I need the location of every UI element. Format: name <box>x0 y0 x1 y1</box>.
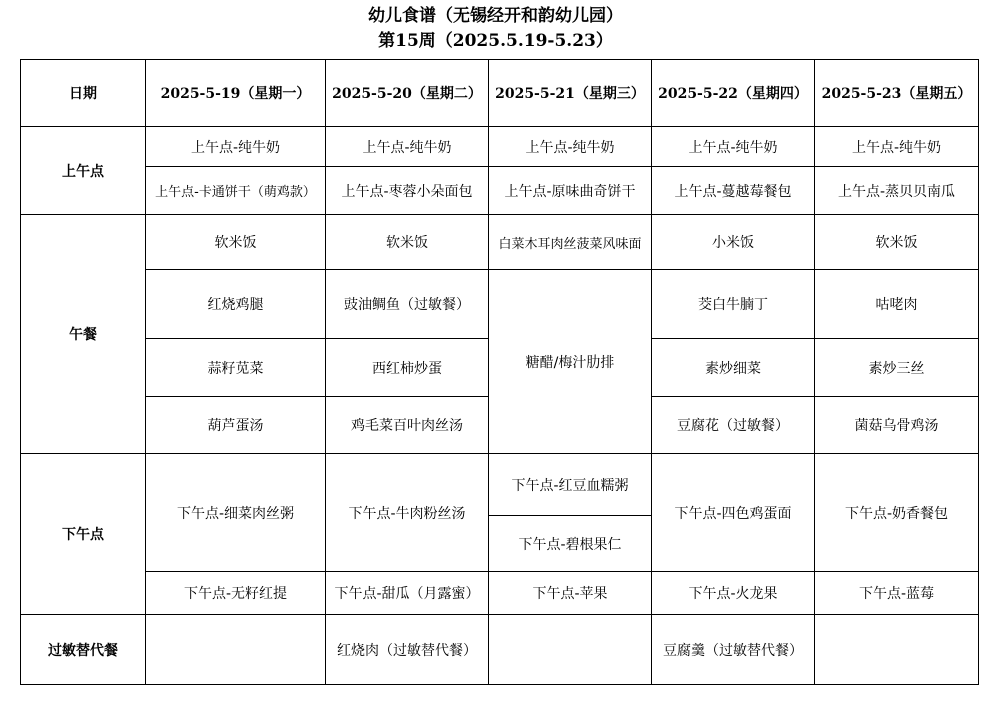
table-cell: 上午点-纯牛奶 <box>815 127 979 167</box>
row-label-allergy: 过敏替代餐 <box>21 615 146 685</box>
table-cell: 软米饭 <box>146 215 326 270</box>
header-date-label: 日期 <box>21 60 146 127</box>
table-row <box>21 615 979 685</box>
menu-table <box>20 59 979 685</box>
table-cell: 白菜木耳肉丝菠菜风味面 <box>489 215 652 270</box>
table-cell: 软米饭 <box>815 215 979 270</box>
table-cell: 上午点-枣蓉小朵面包 <box>326 167 489 215</box>
table-cell: 下午点-甜瓜（月露蜜） <box>326 572 489 615</box>
table-cell: 素炒三丝 <box>815 339 979 397</box>
table-row <box>21 127 979 167</box>
header-day: 2025-5-20（星期二） <box>326 60 489 127</box>
table-cell: 菌菇乌骨鸡汤 <box>815 397 979 454</box>
table-cell: 下午点-苹果 <box>489 572 652 615</box>
header-day: 2025-5-23（星期五） <box>815 60 979 127</box>
header-day: 2025-5-19（星期一） <box>146 60 326 127</box>
table-cell: 下午点-细菜肉丝粥 <box>146 454 326 572</box>
table-cell: 上午点-纯牛奶 <box>326 127 489 167</box>
table-cell: 豆腐花（过敏餐） <box>652 397 815 454</box>
table-cell: 红烧鸡腿 <box>146 270 326 339</box>
table-cell: 下午点-奶香餐包 <box>815 454 979 572</box>
table-cell: 下午点-火龙果 <box>652 572 815 615</box>
header-day: 2025-5-22（星期四） <box>652 60 815 127</box>
table-cell: 红烧肉（过敏替代餐） <box>326 615 489 685</box>
table-row <box>21 167 979 215</box>
table-row <box>21 270 979 339</box>
table-cell: 上午点-纯牛奶 <box>146 127 326 167</box>
table-cell <box>489 615 652 685</box>
row-label-morning-snack: 上午点 <box>21 127 146 215</box>
table-row <box>21 454 979 516</box>
table-cell: 咕咾肉 <box>815 270 979 339</box>
table-cell: 上午点-纯牛奶 <box>489 127 652 167</box>
page-subtitle: 第15周（2025.5.19-5.23） <box>378 31 613 51</box>
table-cell: 葫芦蛋汤 <box>146 397 326 454</box>
row-label-lunch: 午餐 <box>21 215 146 454</box>
table-cell: 上午点-原味曲奇饼干 <box>489 167 652 215</box>
table-cell: 豉油鲷鱼（过敏餐） <box>326 270 489 339</box>
table-cell: 上午点-纯牛奶 <box>652 127 815 167</box>
page-title: 幼儿食谱（无锡经开和韵幼儿园） <box>368 6 623 26</box>
table-cell: 糖醋/梅汁肋排 <box>489 270 652 454</box>
table-cell: 下午点-碧根果仁 <box>489 516 652 572</box>
row-label-afternoon-snack: 下午点 <box>21 454 146 615</box>
header-row <box>21 60 979 127</box>
table-cell: 鸡毛菜百叶肉丝汤 <box>326 397 489 454</box>
table-cell: 上午点-卡通饼干（萌鸡款） <box>146 167 326 215</box>
table-cell: 下午点-蓝莓 <box>815 572 979 615</box>
header-day: 2025-5-21（星期三） <box>489 60 652 127</box>
table-cell: 茭白牛腩丁 <box>652 270 815 339</box>
table-cell: 小米饭 <box>652 215 815 270</box>
table-cell: 蒜籽苋菜 <box>146 339 326 397</box>
table-cell: 下午点-无籽红提 <box>146 572 326 615</box>
table-row <box>21 215 979 270</box>
table-cell: 上午点-蒸贝贝南瓜 <box>815 167 979 215</box>
table-cell: 下午点-红豆血糯粥 <box>489 454 652 516</box>
table-cell: 软米饭 <box>326 215 489 270</box>
table-cell: 豆腐羹（过敏替代餐） <box>652 615 815 685</box>
table-cell <box>146 615 326 685</box>
table-cell: 下午点-四色鸡蛋面 <box>652 454 815 572</box>
table-cell <box>815 615 979 685</box>
table-cell: 上午点-蔓越莓餐包 <box>652 167 815 215</box>
table-cell: 下午点-牛肉粉丝汤 <box>326 454 489 572</box>
table-cell: 素炒细菜 <box>652 339 815 397</box>
table-cell: 西红柿炒蛋 <box>326 339 489 397</box>
table-row <box>21 572 979 615</box>
